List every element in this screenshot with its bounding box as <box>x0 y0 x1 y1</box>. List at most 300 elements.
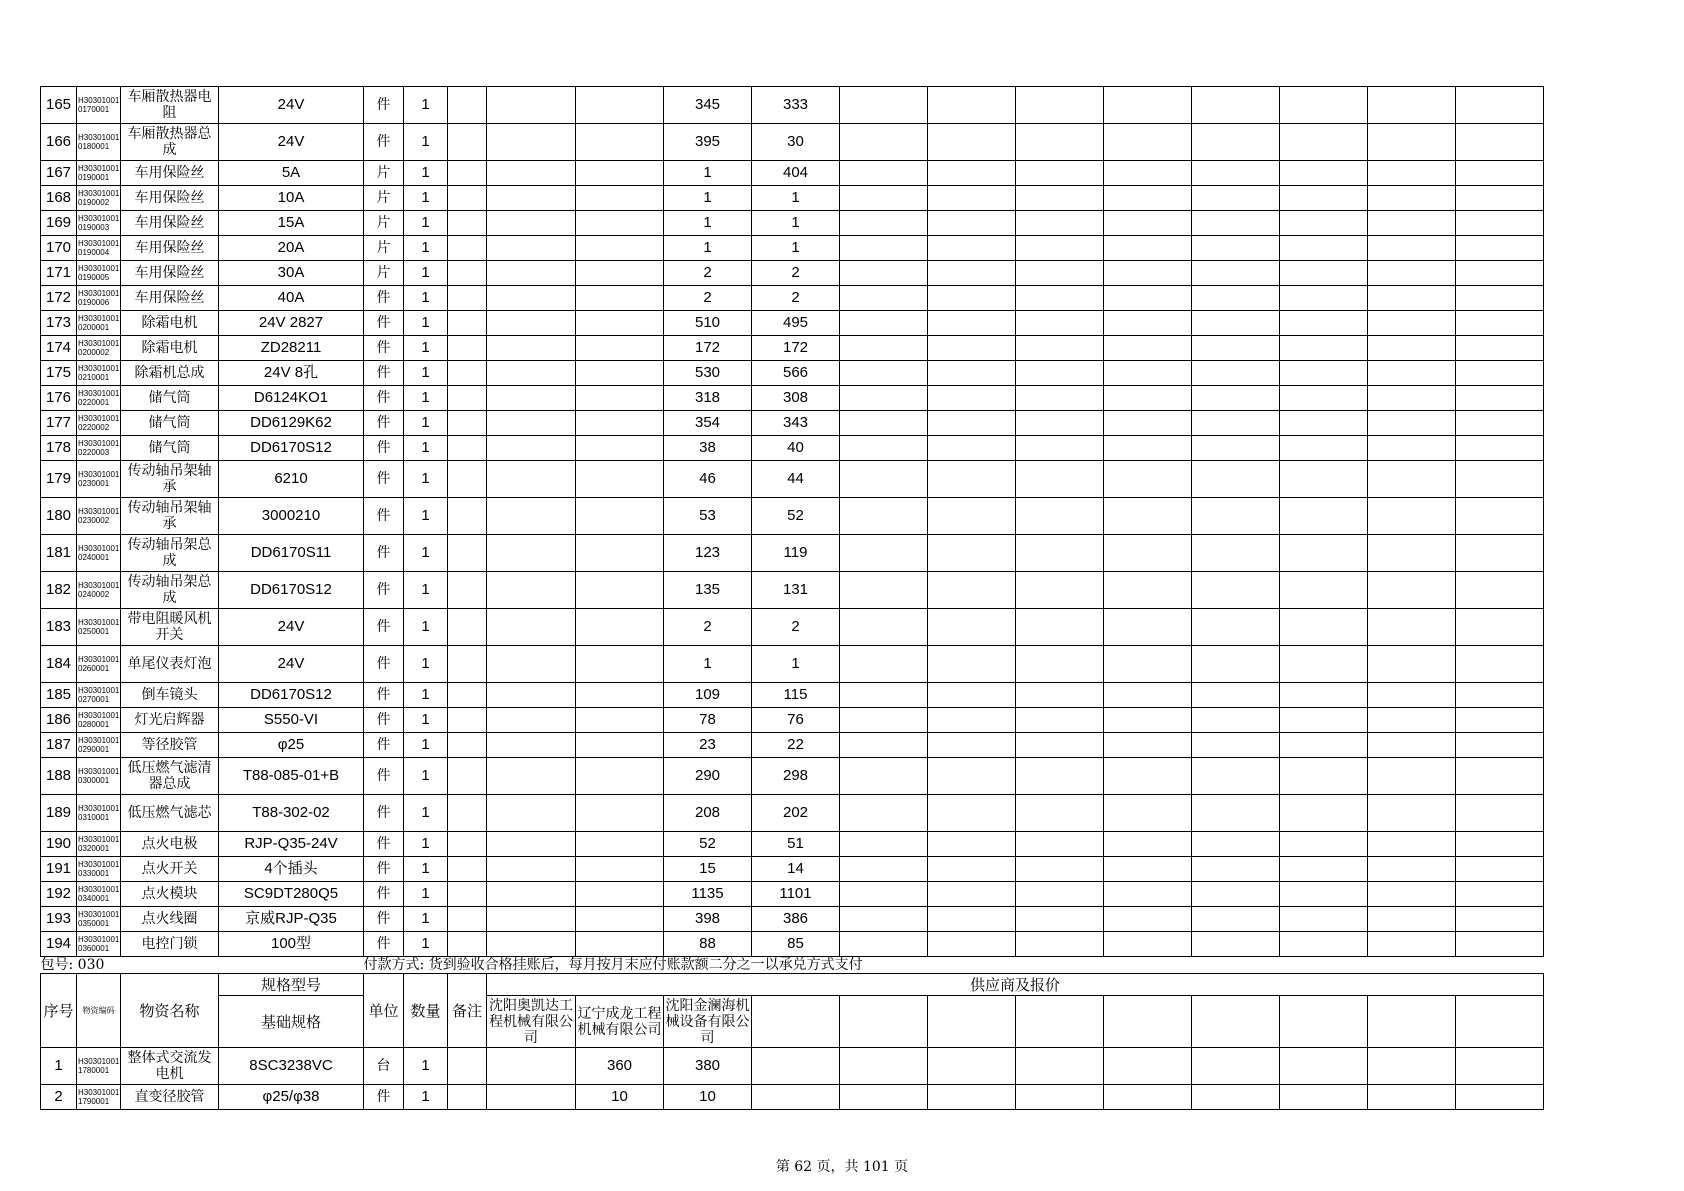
price-empty <box>1280 411 1368 436</box>
price-empty <box>1192 87 1280 124</box>
price-3: 510 <box>664 311 752 336</box>
price-empty <box>1368 461 1456 498</box>
price-3: 23 <box>664 733 752 758</box>
quantity: 1 <box>404 646 448 683</box>
quantity: 1 <box>404 386 448 411</box>
material-name: 整体式交流发电机 <box>121 1048 219 1085</box>
price-empty <box>1016 932 1104 957</box>
header-remark: 备注 <box>448 974 487 1048</box>
price-4: 386 <box>752 907 840 932</box>
row-number: 186 <box>41 708 77 733</box>
unit: 件 <box>364 411 404 436</box>
price-empty <box>1016 436 1104 461</box>
material-code: H303010010190003 <box>77 211 121 236</box>
material-name: 车用保险丝 <box>121 261 219 286</box>
price-3: 2 <box>664 609 752 646</box>
price-empty <box>1192 535 1280 572</box>
price-2 <box>576 857 664 882</box>
header-unit: 单位 <box>364 974 404 1048</box>
price-empty <box>928 87 1016 124</box>
price-empty <box>1456 286 1544 311</box>
price-3: 53 <box>664 498 752 535</box>
price-empty <box>1368 683 1456 708</box>
quote-sheet <box>40 86 1544 1110</box>
spec: 6210 <box>219 461 364 498</box>
table-row <box>41 646 1544 683</box>
unit: 件 <box>364 286 404 311</box>
spec: T88-085-01+B <box>219 758 364 795</box>
price-empty <box>1104 161 1192 186</box>
price-4: 2 <box>752 609 840 646</box>
spec: S550-VI <box>219 708 364 733</box>
price-3: 208 <box>664 795 752 832</box>
price-4: 131 <box>752 572 840 609</box>
price-empty <box>1280 758 1368 795</box>
table-row <box>41 795 1544 832</box>
price-4: 115 <box>752 683 840 708</box>
price-empty <box>1456 857 1544 882</box>
price-empty <box>1368 336 1456 361</box>
price-3: 354 <box>664 411 752 436</box>
spec: φ25/φ38 <box>219 1085 364 1110</box>
price-2 <box>576 907 664 932</box>
material-code: H303010010190002 <box>77 186 121 211</box>
price-empty <box>1104 683 1192 708</box>
material-code: H303010010240002 <box>77 572 121 609</box>
price-empty <box>928 161 1016 186</box>
price-1 <box>487 186 576 211</box>
unit: 件 <box>364 436 404 461</box>
row-number: 191 <box>41 857 77 882</box>
unit: 件 <box>364 646 404 683</box>
price-empty <box>1016 609 1104 646</box>
price-empty <box>1192 1085 1280 1110</box>
material-name: 直变径胶管 <box>121 1085 219 1110</box>
table-row <box>41 572 1544 609</box>
price-empty <box>1456 708 1544 733</box>
price-empty <box>1280 124 1368 161</box>
price-2 <box>576 882 664 907</box>
price-2 <box>576 236 664 261</box>
price-2 <box>576 411 664 436</box>
remark <box>448 758 487 795</box>
price-empty <box>928 609 1016 646</box>
unit: 片 <box>364 211 404 236</box>
price-empty <box>1456 436 1544 461</box>
price-empty <box>1368 882 1456 907</box>
spec: 24V <box>219 646 364 683</box>
material-code: H303010010240001 <box>77 535 121 572</box>
price-empty <box>1192 609 1280 646</box>
remark <box>448 386 487 411</box>
price-empty <box>1280 461 1368 498</box>
price-empty <box>1280 535 1368 572</box>
price-2 <box>576 286 664 311</box>
price-empty <box>840 1085 928 1110</box>
price-1 <box>487 572 576 609</box>
price-3: 15 <box>664 857 752 882</box>
header-seq: 序号 <box>41 974 77 1048</box>
price-empty <box>1280 436 1368 461</box>
price-3: 135 <box>664 572 752 609</box>
price-empty <box>1104 386 1192 411</box>
row-number: 181 <box>41 535 77 572</box>
price-empty <box>1192 733 1280 758</box>
price-empty <box>928 646 1016 683</box>
table-row <box>41 361 1544 386</box>
material-name: 除霜电机 <box>121 311 219 336</box>
price-1 <box>487 361 576 386</box>
unit: 件 <box>364 932 404 957</box>
spec: 24V <box>219 124 364 161</box>
price-3: 1 <box>664 186 752 211</box>
price-empty <box>1104 286 1192 311</box>
unit: 件 <box>364 795 404 832</box>
price-1 <box>487 683 576 708</box>
price-empty <box>840 1048 928 1085</box>
row-number: 194 <box>41 932 77 957</box>
price-3: 345 <box>664 87 752 124</box>
price-empty <box>1280 795 1368 832</box>
price-1 <box>487 211 576 236</box>
price-empty <box>1456 361 1544 386</box>
row-number: 179 <box>41 461 77 498</box>
price-1 <box>487 261 576 286</box>
price-empty <box>1016 124 1104 161</box>
material-code: H303010010220001 <box>77 386 121 411</box>
remark <box>448 646 487 683</box>
price-empty <box>1280 186 1368 211</box>
price-empty <box>1016 535 1104 572</box>
table-row <box>41 436 1544 461</box>
price-empty <box>1192 386 1280 411</box>
table-row <box>41 932 1544 957</box>
price-empty <box>1192 286 1280 311</box>
price-1 <box>487 609 576 646</box>
price-3: 290 <box>664 758 752 795</box>
price-1 <box>487 436 576 461</box>
price-empty <box>1368 572 1456 609</box>
remark <box>448 186 487 211</box>
remark <box>448 572 487 609</box>
remark <box>448 795 487 832</box>
price-empty <box>840 609 928 646</box>
price-empty <box>1456 646 1544 683</box>
table-row <box>41 336 1544 361</box>
price-empty <box>1192 461 1280 498</box>
price-empty <box>1104 336 1192 361</box>
price-1 <box>487 411 576 436</box>
package-section <box>41 957 1544 1048</box>
price-empty <box>1280 932 1368 957</box>
material-code: H303010010190006 <box>77 286 121 311</box>
price-empty <box>1016 1048 1104 1085</box>
price-empty <box>1280 1085 1368 1110</box>
material-code: H303010010200001 <box>77 311 121 336</box>
price-empty <box>840 572 928 609</box>
price-3: 38 <box>664 436 752 461</box>
spec: DD6170S12 <box>219 572 364 609</box>
price-2 <box>576 498 664 535</box>
price-empty <box>1192 498 1280 535</box>
price-empty <box>1456 932 1544 957</box>
price-empty <box>928 186 1016 211</box>
price-empty <box>840 236 928 261</box>
row-number: 166 <box>41 124 77 161</box>
price-empty <box>1192 832 1280 857</box>
price-empty <box>1016 261 1104 286</box>
price-empty <box>928 361 1016 386</box>
price-empty <box>1016 87 1104 124</box>
unit: 片 <box>364 186 404 211</box>
material-name: 车厢散热器总成 <box>121 124 219 161</box>
price-empty <box>752 1048 840 1085</box>
price-3: 78 <box>664 708 752 733</box>
price-2 <box>576 609 664 646</box>
price-empty <box>928 857 1016 882</box>
quantity: 1 <box>404 758 448 795</box>
price-empty <box>1104 708 1192 733</box>
price-empty <box>1016 572 1104 609</box>
price-empty <box>1456 758 1544 795</box>
price-empty <box>928 1048 1016 1085</box>
table-row <box>41 236 1544 261</box>
price-empty <box>1368 124 1456 161</box>
price-2 <box>576 436 664 461</box>
supplier-1: 沈阳奥凯达工程机械有限公司 <box>487 996 576 1048</box>
remark <box>448 535 487 572</box>
material-code: H303010010210001 <box>77 361 121 386</box>
quantity: 1 <box>404 236 448 261</box>
spec: 5A <box>219 161 364 186</box>
price-1 <box>487 932 576 957</box>
material-code: H303010010190005 <box>77 261 121 286</box>
price-empty <box>1104 498 1192 535</box>
price-empty <box>1192 795 1280 832</box>
price-3: 109 <box>664 683 752 708</box>
price-empty <box>1016 498 1104 535</box>
spec: 40A <box>219 286 364 311</box>
price-empty <box>1456 124 1544 161</box>
price-2 <box>576 161 664 186</box>
remark <box>448 261 487 286</box>
row-number: 174 <box>41 336 77 361</box>
spec: DD6170S11 <box>219 535 364 572</box>
price-empty <box>928 882 1016 907</box>
price-empty <box>1280 386 1368 411</box>
table-row <box>41 733 1544 758</box>
price-empty <box>1456 907 1544 932</box>
unit: 件 <box>364 758 404 795</box>
price-empty <box>1456 386 1544 411</box>
material-code: H303010010280001 <box>77 708 121 733</box>
price-empty <box>1016 683 1104 708</box>
price-empty <box>1104 87 1192 124</box>
material-name: 低压燃气滤清器总成 <box>121 758 219 795</box>
price-4: 40 <box>752 436 840 461</box>
unit: 件 <box>364 832 404 857</box>
quantity: 1 <box>404 832 448 857</box>
material-code: H303010010340001 <box>77 882 121 907</box>
price-3: 46 <box>664 461 752 498</box>
price-3: 52 <box>664 832 752 857</box>
price-empty <box>1280 683 1368 708</box>
price-empty <box>928 461 1016 498</box>
price-empty <box>928 708 1016 733</box>
price-empty <box>840 87 928 124</box>
price-empty <box>840 857 928 882</box>
payment-terms: 付款方式: 货到验收合格挂账后，每月按月末应付账款额二分之一以承兑方式支付 <box>363 957 863 973</box>
table-row <box>41 708 1544 733</box>
price-empty <box>840 311 928 336</box>
row-number: 167 <box>41 161 77 186</box>
price-3: 1135 <box>664 882 752 907</box>
row-number: 1 <box>41 1048 77 1085</box>
price-empty <box>1280 211 1368 236</box>
price-empty <box>928 572 1016 609</box>
material-name: 车用保险丝 <box>121 286 219 311</box>
row-number: 2 <box>41 1085 77 1110</box>
row-number: 177 <box>41 411 77 436</box>
price-empty <box>1192 361 1280 386</box>
remark <box>448 857 487 882</box>
table-row <box>41 683 1544 708</box>
price-empty <box>840 646 928 683</box>
price-2 <box>576 795 664 832</box>
header-name: 物资名称 <box>121 974 219 1048</box>
price-empty <box>1456 461 1544 498</box>
price-empty <box>840 186 928 211</box>
price-1 <box>487 286 576 311</box>
price-empty <box>928 733 1016 758</box>
price-4: 52 <box>752 498 840 535</box>
price-empty <box>1280 236 1368 261</box>
remark <box>448 832 487 857</box>
material-name: 等径胶管 <box>121 733 219 758</box>
remark <box>448 733 487 758</box>
price-empty <box>1016 1085 1104 1110</box>
material-name: 点火开关 <box>121 857 219 882</box>
unit: 件 <box>364 311 404 336</box>
price-empty <box>1456 211 1544 236</box>
price-empty <box>1456 498 1544 535</box>
unit: 件 <box>364 461 404 498</box>
price-empty <box>1456 683 1544 708</box>
header-row-1 <box>41 974 1544 996</box>
price-2 <box>576 361 664 386</box>
price-empty <box>928 236 1016 261</box>
row-number: 169 <box>41 211 77 236</box>
price-empty <box>928 311 1016 336</box>
quantity: 1 <box>404 932 448 957</box>
material-name: 传动轴吊架总成 <box>121 572 219 609</box>
table-row <box>41 1085 1544 1110</box>
price-empty <box>1368 211 1456 236</box>
header-spec-top: 规格型号 <box>219 974 364 996</box>
price-empty <box>1368 907 1456 932</box>
material-code: H303010010310001 <box>77 795 121 832</box>
price-1 <box>487 336 576 361</box>
header-suppliers-title: 供应商及报价 <box>487 974 1544 996</box>
price-empty <box>1456 609 1544 646</box>
price-empty <box>928 758 1016 795</box>
price-empty <box>1456 572 1544 609</box>
quantity: 1 <box>404 733 448 758</box>
spec: 24V 2827 <box>219 311 364 336</box>
price-empty <box>1368 261 1456 286</box>
price-4: 2 <box>752 286 840 311</box>
remark <box>448 932 487 957</box>
unit: 件 <box>364 683 404 708</box>
price-empty <box>1016 646 1104 683</box>
price-3: 2 <box>664 286 752 311</box>
unit: 件 <box>364 572 404 609</box>
remark <box>448 609 487 646</box>
table-row <box>41 609 1544 646</box>
price-empty <box>1368 733 1456 758</box>
price-empty <box>1456 336 1544 361</box>
quantity: 1 <box>404 461 448 498</box>
price-empty <box>1280 609 1368 646</box>
price-1 <box>487 857 576 882</box>
table-row <box>41 311 1544 336</box>
material-code: H303010011790001 <box>77 1085 121 1110</box>
price-1 <box>487 733 576 758</box>
spec: 8SC3238VC <box>219 1048 364 1085</box>
price-empty <box>1016 461 1104 498</box>
price-1 <box>487 535 576 572</box>
price-2 <box>576 311 664 336</box>
table-row <box>41 461 1544 498</box>
price-empty <box>1368 708 1456 733</box>
material-code: H303010010170001 <box>77 87 121 124</box>
price-1 <box>487 386 576 411</box>
material-name: 传动轴吊架轴承 <box>121 498 219 535</box>
price-empty <box>1104 1085 1192 1110</box>
price-empty <box>1016 236 1104 261</box>
table-row <box>41 857 1544 882</box>
price-empty <box>1192 161 1280 186</box>
price-2: 10 <box>576 1085 664 1110</box>
price-empty <box>840 124 928 161</box>
table-row <box>41 758 1544 795</box>
spec: RJP-Q35-24V <box>219 832 364 857</box>
price-1 <box>487 646 576 683</box>
price-empty <box>840 436 928 461</box>
price-empty <box>840 261 928 286</box>
quantity: 1 <box>404 186 448 211</box>
price-empty <box>1368 857 1456 882</box>
price-4: 44 <box>752 461 840 498</box>
unit: 件 <box>364 907 404 932</box>
row-number: 180 <box>41 498 77 535</box>
price-empty <box>1192 236 1280 261</box>
spec: 30A <box>219 261 364 286</box>
price-empty <box>1192 186 1280 211</box>
material-code: H303010010220002 <box>77 411 121 436</box>
spec: DD6170S12 <box>219 436 364 461</box>
unit: 件 <box>364 733 404 758</box>
price-2 <box>576 535 664 572</box>
price-table <box>40 86 1544 1110</box>
price-empty <box>840 286 928 311</box>
price-empty <box>1016 211 1104 236</box>
price-empty <box>1104 758 1192 795</box>
price-empty <box>1192 436 1280 461</box>
price-3: 172 <box>664 336 752 361</box>
quantity: 1 <box>404 708 448 733</box>
remark <box>448 236 487 261</box>
